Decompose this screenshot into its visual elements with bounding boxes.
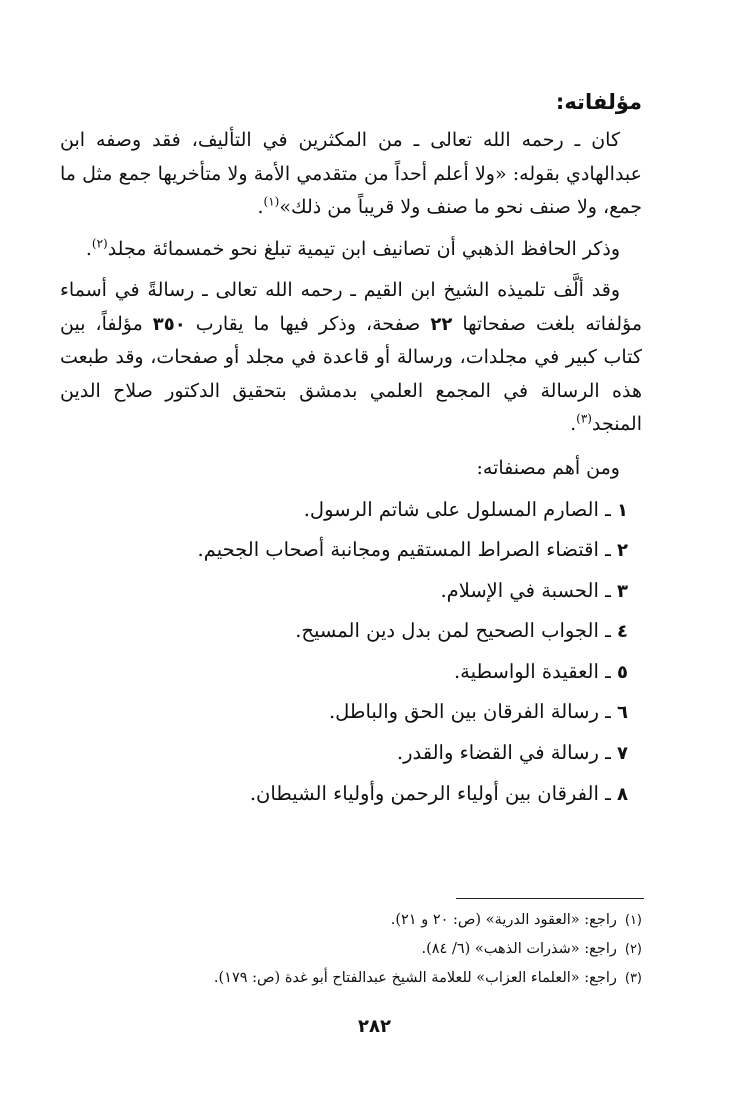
paragraph-3-part2: صفحة، وذكر فيها ما يقارب	[195, 312, 421, 335]
list-item	[60, 774, 642, 815]
footnote	[60, 906, 642, 935]
footnote-ref-2: (٢)	[91, 236, 108, 251]
paragraph-1-text: كان ـ رحمه الله تعالى ـ من المكثرين في التأليف، فقد وصفه ابن عبدالهادي بقوله: «ولا أعلم أحداً من متقدمي الأمة ولا متأخريها جمع مثل ما جمع، ولا صنف نحو ما صنف ولا قريباً من ذلك»	[60, 129, 642, 218]
list-item	[60, 733, 642, 774]
section-heading: مؤلفاته:	[555, 90, 642, 114]
list-item	[60, 611, 642, 652]
list-item-number: ٥	[617, 661, 628, 683]
footnote-text: راجع: «العلماء العزاب» للعلامة الشيخ عبدالفتاح أبو غدة (ص: ١٧٩).	[213, 970, 617, 986]
paragraph-1	[60, 124, 642, 225]
list-item-title: ـ العقيدة الواسطية.	[453, 659, 611, 683]
list-item-title: ـ الصارم المسلول على شاتم الرسول.	[303, 497, 611, 521]
list-item-title: ـ الجواب الصحيح لمن بدل دين المسيح.	[295, 619, 611, 643]
list-item-number: ١	[617, 499, 628, 521]
page-number: ٢٨٢	[358, 1016, 391, 1037]
paragraph-2-text: وذكر الحافظ الذهبي أن تصانيف ابن تيمية تبلغ نحو خمسمائة مجلد	[107, 237, 620, 260]
list-item-title: ـ الحسبة في الإسلام.	[440, 578, 611, 602]
list-item-number: ٣	[617, 580, 628, 602]
page-body	[60, 80, 642, 814]
list-item-title: ـ رسالة الفرقان بين الحق والباطل.	[328, 700, 611, 724]
list-item	[60, 490, 642, 531]
paragraph-3-part1: وقد ألَّف تلميذه الشيخ ابن القيم ـ رحمه الله تعالى ـ رسالةً في أسماء مؤلفاته بلغت صفحاتها	[60, 279, 642, 335]
works-list	[60, 490, 642, 815]
list-item-number: ٨	[617, 783, 628, 805]
footnote	[60, 964, 642, 993]
list-item-number: ٧	[617, 743, 628, 765]
paragraph-3-part3: مؤلفاً، بين كتاب كبير في مجلدات، ورسالة أو قاعدة في مجلد أو صفحات، وقد طبعت هذه الرسالة في المجمع العلمي بدمشق بتحقيق الدكتور صلاح الدين المنجد	[60, 312, 642, 435]
works-list-intro: ومن أهم مصنفاته:	[476, 456, 620, 479]
list-item-number: ٦	[617, 702, 628, 724]
footnote-mark: (٢)	[624, 942, 642, 957]
works-count: ٣٥٠	[152, 313, 186, 335]
list-item-number: ٤	[617, 621, 628, 643]
footnote-mark: (١)	[624, 913, 642, 928]
list-item	[60, 652, 642, 693]
list-item	[60, 571, 642, 612]
list-item-title: ـ رسالة في القضاء والقدر.	[396, 741, 611, 765]
footnote-ref-1: (١)	[263, 194, 280, 209]
paragraph-1-end: .	[257, 196, 264, 218]
list-item-title: ـ اقتضاء الصراط المستقيم ومجانبة أصحاب الجحيم.	[197, 538, 611, 562]
list-item	[60, 530, 642, 571]
footnote-mark: (٣)	[624, 971, 642, 986]
footnote-text: راجع: «شذرات الذهب» (٦/ ٨٤).	[421, 941, 617, 957]
pages-count: ٢٢	[430, 313, 453, 335]
footnote-text: راجع: «العقود الدرية» (ص: ٢٠ و ٢١).	[390, 912, 617, 928]
footnote-divider	[456, 898, 644, 899]
paragraph-3-end: .	[570, 413, 577, 435]
footnote	[60, 935, 642, 964]
list-item-title: ـ الفرقان بين أولياء الرحمن وأولياء الشيطان.	[249, 781, 611, 805]
paragraph-2-end: .	[85, 237, 92, 260]
list-item	[60, 692, 642, 733]
list-item-number: ٢	[617, 540, 628, 562]
paragraph-2	[60, 233, 642, 267]
footnotes	[60, 906, 642, 993]
paragraph-3	[60, 274, 642, 442]
footnote-ref-3: (٣)	[576, 411, 592, 426]
